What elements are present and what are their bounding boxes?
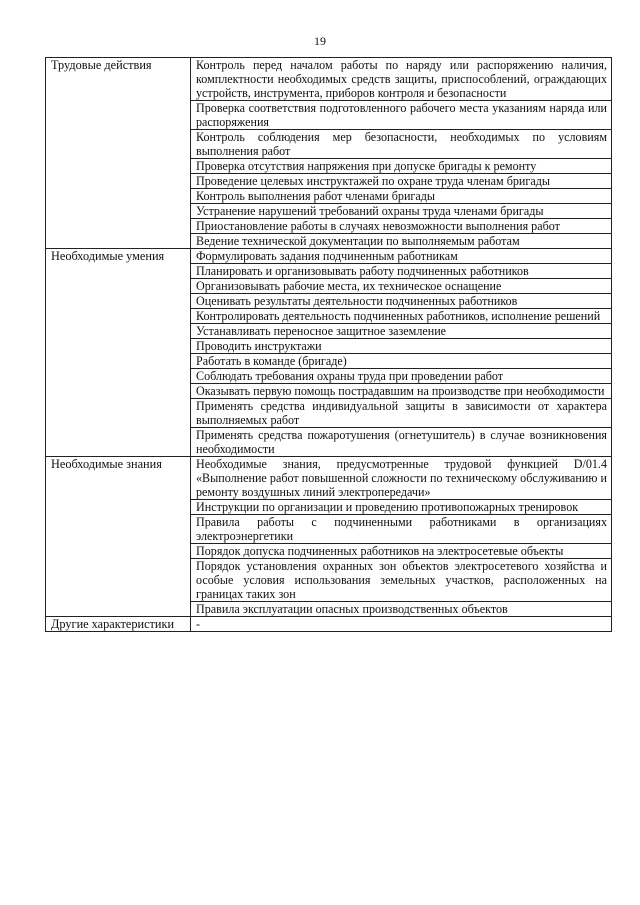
section-item: Организовывать рабочие места, их техническое оснащение <box>191 279 612 294</box>
section-label: Трудовые действия <box>46 58 191 249</box>
section-item: Соблюдать требования охраны труда при проведении работ <box>191 369 612 384</box>
section-item: Необходимые знания, предусмотренные трудовой функцией D/01.4 «Выполнение работ повышенной сложности по техническому обслуживанию и ремонту воздушных линий электропередачи» <box>191 457 612 500</box>
section-label: Другие характеристики <box>46 617 191 632</box>
section-item: Контроль соблюдения мер безопасности, необходимых по условиям выполнения работ <box>191 130 612 159</box>
section-item: Применять средства пожаротушения (огнетушитель) в случае возникновения необходимости <box>191 428 612 457</box>
section-item: Порядок допуска подчиненных работников на электросетевые объекты <box>191 544 612 559</box>
section-item: Проведение целевых инструктажей по охране труда членам бригады <box>191 174 612 189</box>
section-item: Правила работы с подчиненными работниками в организациях электроэнергетики <box>191 515 612 544</box>
table-row <box>46 249 612 264</box>
section-item: Работать в команде (бригаде) <box>191 354 612 369</box>
characteristics-table <box>45 57 612 632</box>
section-item: Устанавливать переносное защитное заземление <box>191 324 612 339</box>
table-body <box>46 58 612 632</box>
section-item: Порядок установления охранных зон объектов электросетевого хозяйства и особые условия использования земельных участков, расположенных на границах таких зон <box>191 559 612 602</box>
section-item: Контроль выполнения работ членами бригады <box>191 189 612 204</box>
section-item: Планировать и организовывать работу подчиненных работников <box>191 264 612 279</box>
section-item: Формулировать задания подчиненным работникам <box>191 249 612 264</box>
section-item: Приостановление работы в случаях невозможности выполнения работ <box>191 219 612 234</box>
page-number: 19 <box>314 34 326 48</box>
section-label: Необходимые умения <box>46 249 191 457</box>
section-item: Ведение технической документации по выполняемым работам <box>191 234 612 249</box>
section-item: Проверка соответствия подготовленного рабочего места указаниям наряда или распоряжения <box>191 101 612 130</box>
section-label: Необходимые знания <box>46 457 191 617</box>
section-item: Проводить инструктажи <box>191 339 612 354</box>
section-item: Оказывать первую помощь пострадавшим на производстве при необходимости <box>191 384 612 399</box>
section-item: Контроль перед началом работы по наряду или распоряжению наличия, комплектности необходимых средств защиты, приспособлений, ограждающих устройств, инструмента, приборов контроля и безопасности <box>191 58 612 101</box>
section-item: Проверка отсутствия напряжения при допуске бригады к ремонту <box>191 159 612 174</box>
section-item: Устранение нарушений требований охраны труда членами бригады <box>191 204 612 219</box>
table-row <box>46 58 612 101</box>
table-row <box>46 457 612 500</box>
section-item: Применять средства индивидуальной защиты в зависимости от характера выполняемых работ <box>191 399 612 428</box>
section-item: - <box>191 617 612 632</box>
table-row <box>46 617 612 632</box>
section-item: Правила эксплуатации опасных производственных объектов <box>191 602 612 617</box>
section-item: Инструкции по организации и проведению противопожарных тренировок <box>191 500 612 515</box>
section-item: Оценивать результаты деятельности подчиненных работников <box>191 294 612 309</box>
section-item: Контролировать деятельность подчиненных работников, исполнение решений <box>191 309 612 324</box>
